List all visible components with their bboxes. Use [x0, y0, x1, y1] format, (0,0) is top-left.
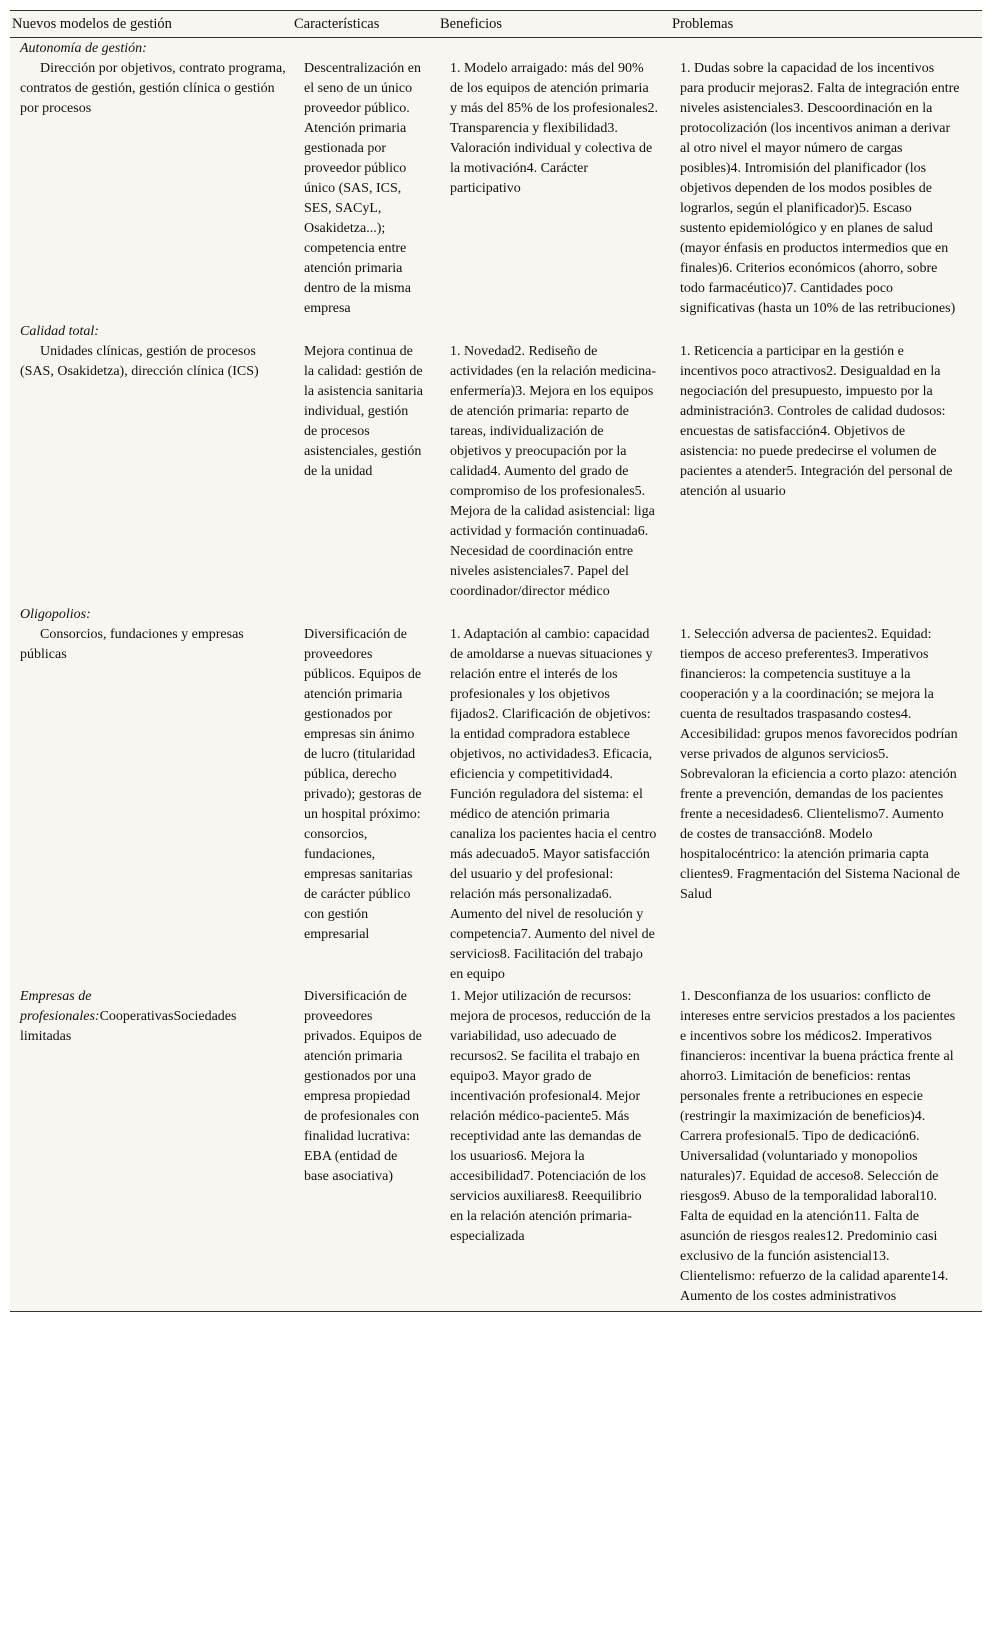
- characteristics-cell: Diversificación de proveedores privados. Equipos de atención primaria gestionados por una empresa propiedad de profesionales con finalidad lucrativa: EBA (entidad de base asociativa): [292, 987, 438, 1312]
- table-row: [10, 342, 982, 604]
- table-row: [10, 59, 982, 321]
- model-cell: [10, 342, 292, 604]
- header-benefits: Beneficios: [438, 11, 670, 38]
- characteristics-cell: Diversificación de proveedores públicos. Equipos de atención primaria gestionados por empresas sin ánimo de lucro (titularidad pública, derecho privado); gestoras de un hospital próximo: consorcios, fundaciones, empresas sanitarias de carácter público con gestión empresarial: [304, 627, 422, 942]
- table-row: [10, 625, 982, 987]
- section-title-row: [10, 321, 982, 342]
- management-models-table: [10, 10, 982, 1312]
- characteristics-cell: Descentralización en el seno de un único proveedor público. Atención primaria gestionada por proveedor público único (SAS, ICS, SES, SACyL, Osakidetza...); competencia entre atención primaria dentro de la misma empresa: [304, 61, 421, 316]
- table-header-row: [10, 11, 982, 38]
- document-page: [10, 10, 982, 1312]
- section-title: Oligopolios:: [20, 607, 91, 622]
- table-row: [10, 987, 982, 1312]
- model-text: Unidades clínicas, gestión de procesos (SAS, Osakidetza), dirección clínica (ICS): [20, 344, 259, 379]
- model-text: Dirección por objetivos, contrato programa, contratos de gestión, gestión clínica o gestión por procesos: [20, 61, 286, 116]
- problems-cell: 1. Reticencia a participar en la gestión e incentivos poco atractivos2. Desigualdad en la negociación del presupuesto, impuesto por la administración3. Controles de calidad dudosos: encuestas de satisfacción4. Objetivos de asistencia: no puede predecirse el volumen de pacientes a atender5. Integración del personal de atención al usuario: [680, 344, 953, 499]
- section-title: Empresas de profesionales:: [20, 989, 100, 1024]
- benefits-cell: 1. Novedad2. Rediseño de actividades (en la relación medicina-enfermería)3. Mejora en los equipos de atención primaria: reparto de tareas, individualización de objetivos y preocupación por la calidad4. Aumento del grado de compromiso de los profesionales5. Mejora de la calidad asistencial: liga actividad y formación continuada6. Necesidad de coordinación entre niveles asistenciales7. Papel del coordinador/director médico: [450, 344, 657, 599]
- section-title-row: [10, 604, 982, 625]
- header-problems: Problemas: [670, 11, 982, 38]
- header-model: Nuevos modelos de gestión: [10, 11, 292, 38]
- model-cell: [10, 59, 292, 321]
- section-title: Autonomía de gestión:: [20, 41, 147, 56]
- header-characteristics: Características: [292, 11, 438, 38]
- characteristics-cell: Mejora continua de la calidad: gestión de la asistencia sanitaria individual, gestión de procesos asistenciales, gestión de la unidad: [304, 344, 423, 479]
- section-title-row: [10, 38, 982, 60]
- model-cell: [10, 987, 292, 1312]
- benefits-cell: 1. Adaptación al cambio: capacidad de amoldarse a nuevas situaciones y relación entre el interés de los profesionales y los objetivos fijados2. Clarificación de objetivos: la entidad compradora establece objetivos, no actividades3. Eficacia, eficiencia y competitividad4. Función reguladora del sistema: el médico de atención primaria canaliza los pacientes hacia el centro más adecuado5. Mayor satisfacción del usuario y del profesional: relación más personalizada6. Aumento del nivel de resolución y competencia7. Aumento del nivel de servicios8. Facilitación del trabajo en equipo: [450, 627, 657, 982]
- problems-cell: 1. Desconfianza de los usuarios: conflicto de intereses entre servicios prestados a los pacientes e incentivos sobre los médicos2. Imperativos financieros: incentivar la buena práctica frente al ahorro3. Limitación de beneficios: rentas personales frente a retribuciones en especie (restringir la maximización de beneficios)4. Carrera profesional5. Tipo de dedicación6. Universalidad (voluntariado y monopolios naturales)7. Equidad de acceso8. Selección de riesgos9. Abuso de la temporalidad laboral10. Falta de equidad en la atención11. Falta de asunción de riesgos reales12. Predominio casi exclusivo de la función asistencial13. Clientelismo: refuerzo de la calidad aparente14. Aumento de los costes administrativos: [670, 987, 982, 1312]
- model-cell: [10, 625, 292, 987]
- problems-cell: 1. Selección adversa de pacientes2. Equidad: tiempos de acceso preferentes3. Imperativos financieros: la competencia sustituye a la cooperación y a la coordinación; se mejora la cuenta de resultados traspasando costes4. Accesibilidad: grupos menos favorecidos podrían verse privados de algunos servicios5. Sobrevaloran la eficiencia a corto plazo: atención frente a prevención, demandas de los pacientes frente a necesidades6. Clientelismo7. Aumento de costes de transacción8. Modelo hospitalocéntrico: la atención primaria capta clientes9. Fragmentación del Sistema Nacional de Salud: [680, 627, 960, 902]
- section-title: Calidad total:: [20, 324, 99, 339]
- model-text: Consorcios, fundaciones y empresas públicas: [20, 627, 244, 662]
- benefits-cell: 1. Modelo arraigado: más del 90% de los equipos de atención primaria y más del 85% de los profesionales2. Transparencia y flexibilidad3. Valoración individual y colectiva de la motivación4. Carácter participativo: [450, 61, 659, 196]
- problems-cell: 1. Dudas sobre la capacidad de los incentivos para producir mejoras2. Falta de integración entre niveles asistenciales3. Descoordinación en la protocolización (los incentivos animan a derivar al otro nivel el mayor número de cargas posibles)4. Intromisión del planificador (los objetivos dependen de los modos posibles de lograrlos, según el planificador)5. Escaso sustento epidemiológico y en planes de salud (mayor énfasis en productos intermedios que en finales)6. Criterios económicos (ahorro, sobre todo farmacéutico)7. Cantidades poco significativas (hasta un 10% de las retribuciones): [680, 61, 960, 316]
- model-text: CooperativasSociedades limitadas: [20, 1009, 237, 1044]
- benefits-cell: 1. Mejor utilización de recursos: mejora de procesos, reducción de la variabilidad, uso adecuado de recursos2. Se facilita el trabajo en equipo3. Mayor grado de incentivación profesional4. Mejor relación médico-paciente5. Más receptividad ante las demandas de los usuarios6. Mejora la accesibilidad7. Potenciación de los servicios auxiliares8. Reequilibrio en la relación atención primaria-especializada: [438, 987, 670, 1312]
